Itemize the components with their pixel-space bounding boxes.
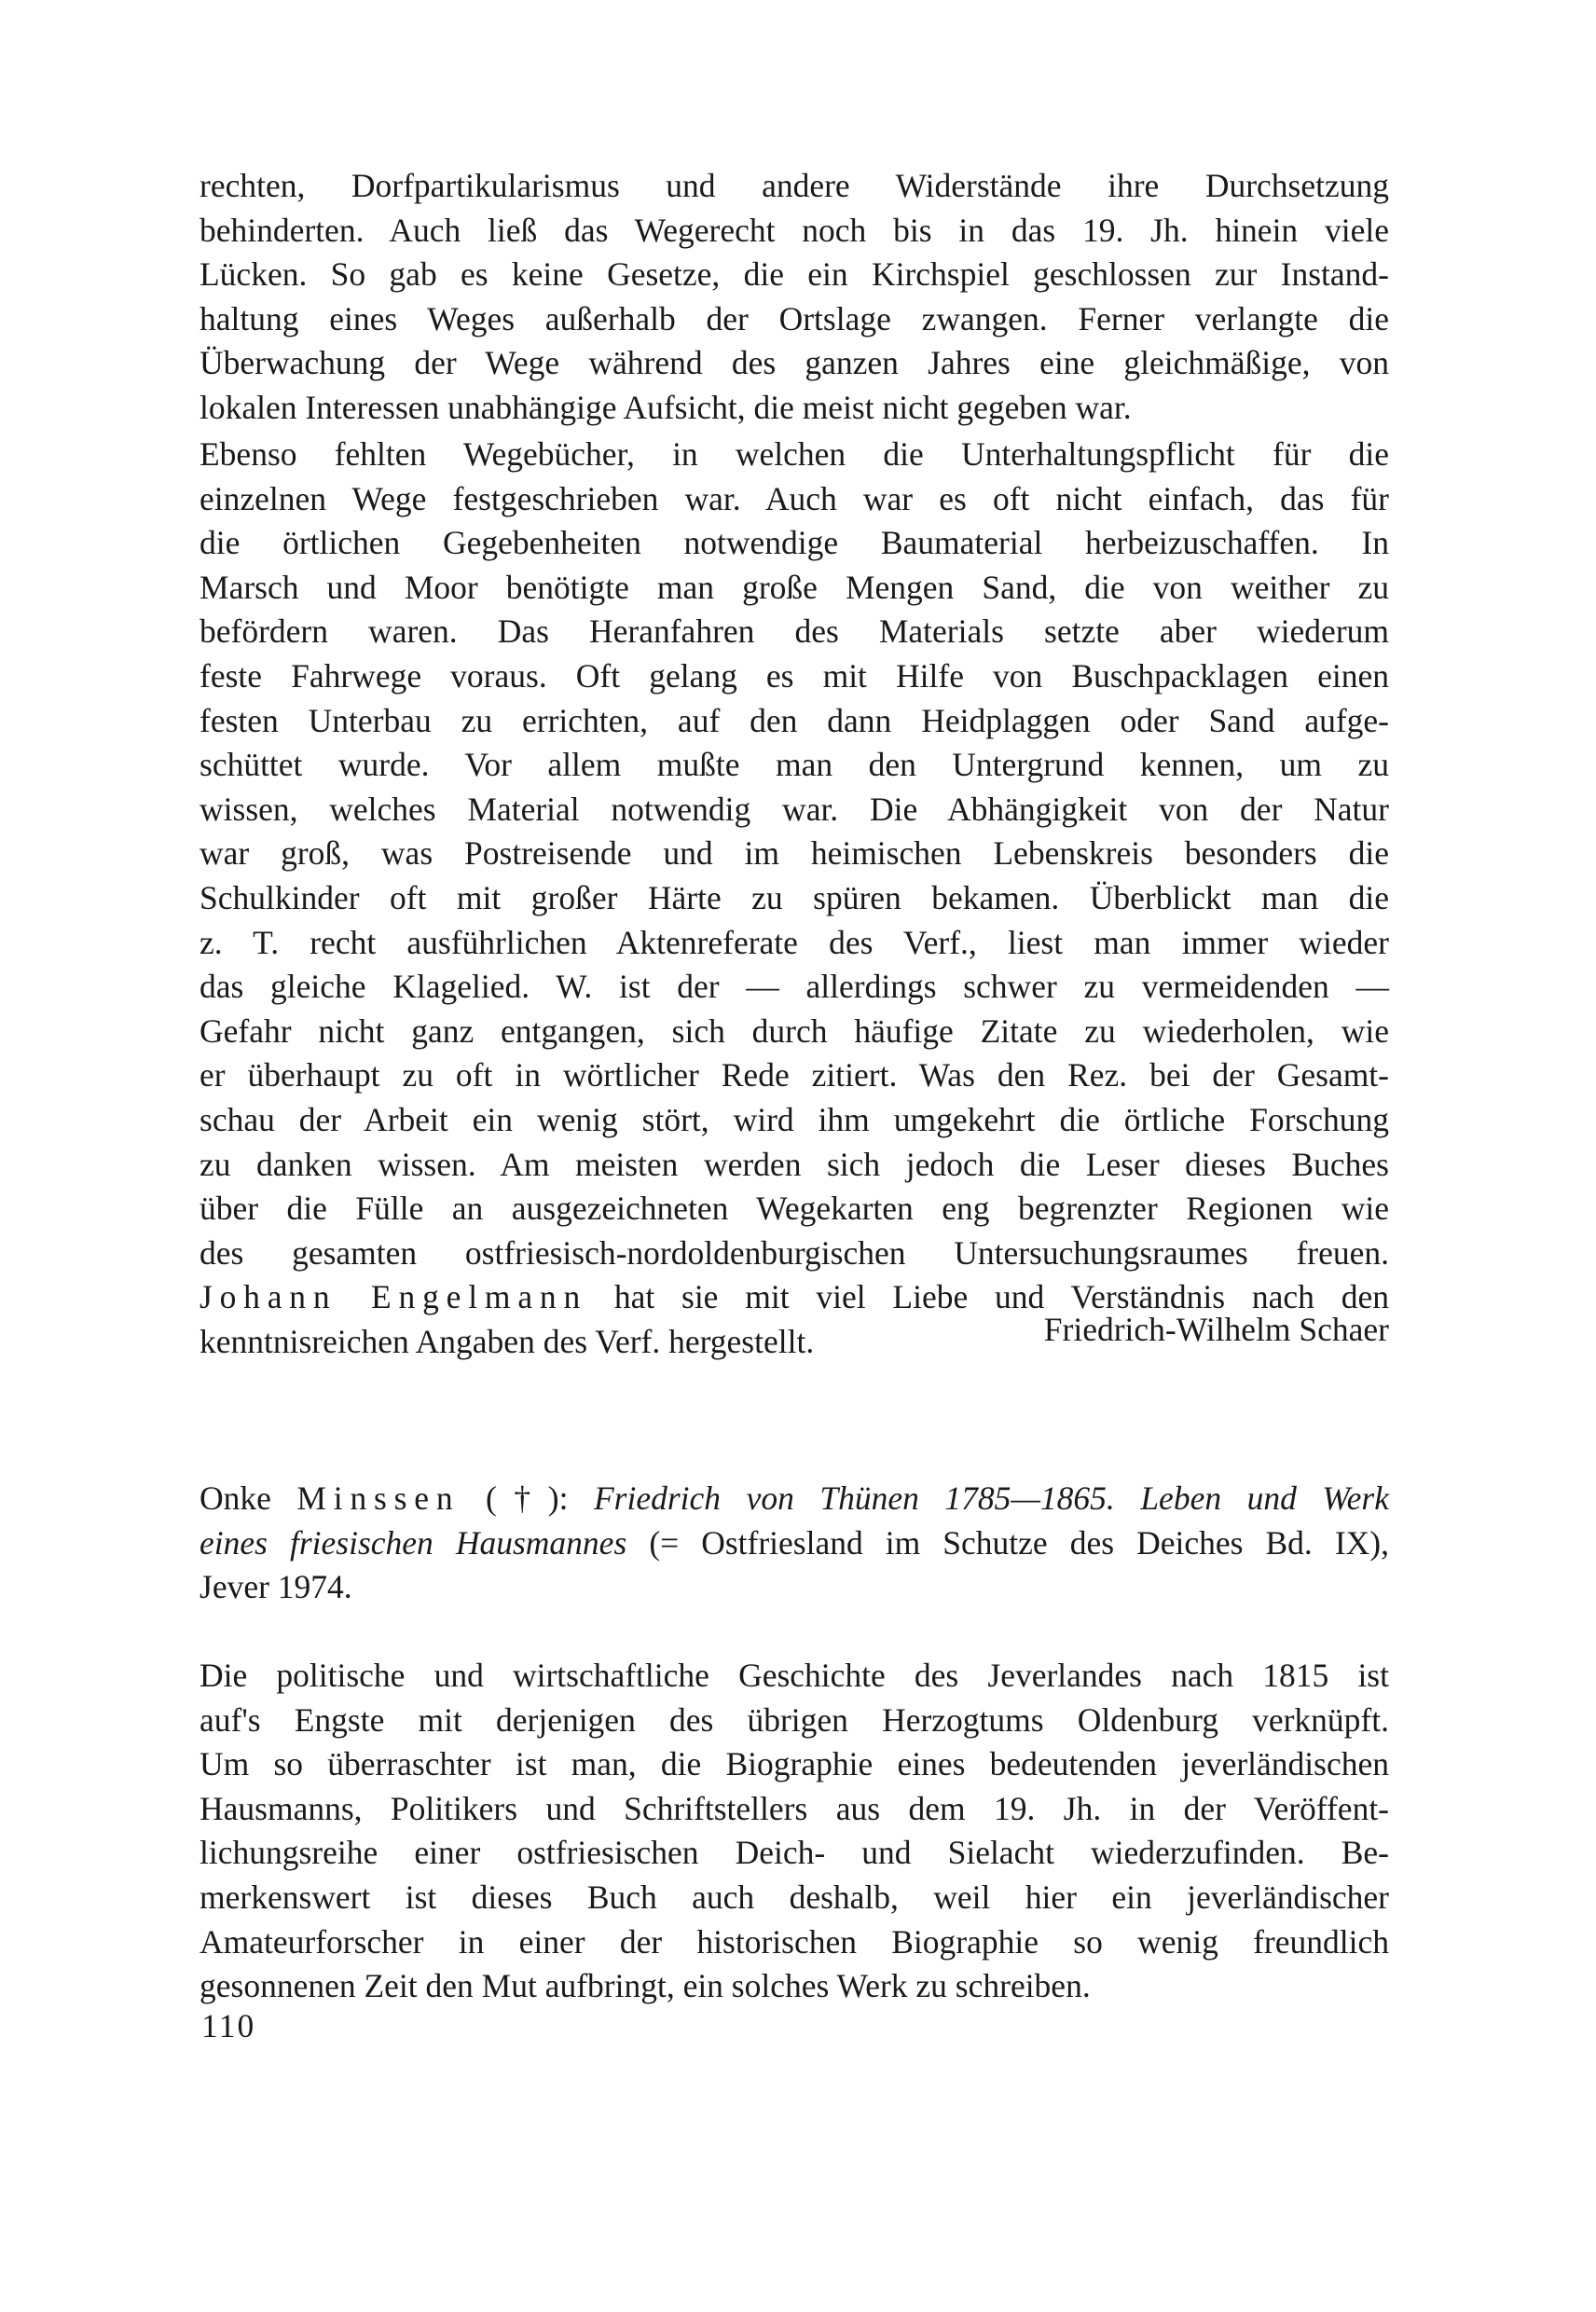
text-line: Amateurforscher in einer der historischen Biographie so wenig freundlich — [200, 1922, 1389, 1961]
text-line: schau der Arbeit ein wenig stört, wird ihm umgekehrt die örtliche Forschung — [200, 1100, 1389, 1138]
text-line: haltung eines Weges außerhalb der Ortslage zwangen. Ferner verlangte die — [200, 299, 1389, 337]
reviewer-signature: Friedrich-Wilhelm Schaer — [1043, 1311, 1389, 1348]
text-line: Hausmanns, Politikers und Schriftstellers aus dem 19. Jh. in der Veröffent- — [200, 1789, 1389, 1827]
text-line: befördern waren. Das Heranfahren des Materials setzte aber wiederum — [200, 612, 1389, 651]
text-line: Ebenso fehlten Wegebücher, in welchen die Unterhaltungspflicht für die — [200, 435, 1389, 473]
author-suffix: (†): — [460, 1479, 594, 1517]
paragraph-2 — [200, 433, 1389, 1364]
text-line: des gesamten ostfriesisch-nordoldenburgischen Untersuchungsraumes freuen. — [200, 1233, 1389, 1272]
paragraph-3 — [200, 1654, 1389, 2009]
author-last-name: Minssen — [296, 1479, 461, 1517]
text-line: festen Unterbau zu errichten, auf den dann Heidplaggen oder Sand aufge- — [200, 701, 1389, 739]
text-line: lokalen Interessen unabhängige Aufsicht, die meist nicht gegeben war. — [200, 388, 1132, 426]
text-line: Schulkinder oft mit großer Härte zu spüren bekamen. Überblickt man die — [200, 878, 1389, 916]
text-line: lichungsreihe einer ostfriesischen Deich- und Sielacht wiederzufinden. Be- — [200, 1834, 1389, 1872]
text-line: merkenswert ist dieses Buch auch deshalb, weil hier ein jeverländischer — [200, 1878, 1389, 1916]
text-line: wissen, welches Material notwendig war. Die Abhängigkeit von der Natur — [200, 790, 1389, 828]
text-line: Marsch und Moor benötigte man große Mengen Sand, die von weither zu — [200, 568, 1389, 606]
text-line: Um so überraschter ist man, die Biographie eines bedeutenden jeverländischen — [200, 1745, 1389, 1783]
text-line: rechten, Dorfpartikularismus und andere Widerstände ihre Durchsetzung — [200, 167, 1389, 204]
book-subtitle: eines friesischen Hausmannes — [200, 1523, 627, 1562]
series-info: (= Ostfriesland im Schutze des Deiches Bd. IX), — [626, 1523, 1389, 1562]
text-line: z. T. recht ausführlichen Aktenreferate des Verf., liest man immer wieder — [200, 923, 1389, 961]
author-first-name: Onke — [200, 1479, 271, 1517]
text-line: er überhaupt zu oft in wörtlicher Rede zitiert. Was den Rez. bei der Gesamt- — [200, 1056, 1389, 1094]
illustrator-name: Johann Engelmann — [200, 1278, 588, 1316]
text-line: Überwachung der Wege während des ganzen Jahres eine gleichmäßige, von — [200, 344, 1389, 382]
text-line: feste Fahrwege voraus. Oft gelang es mit Hilfe von Buschpacklagen einen — [200, 656, 1389, 695]
text-line: behinderten. Auch ließ das Wegerecht noch bis in das 19. Jh. hinein viele — [200, 211, 1389, 249]
text-line: über die Fülle an ausgezeichneten Wegekarten eng begrenzter Regionen wie — [200, 1190, 1389, 1228]
text-fragment: hat sie mit viel Liebe und Verständnis nach den — [587, 1278, 1389, 1316]
book-title: Friedrich von Thünen 1785—1865. Leben und Werk — [594, 1479, 1389, 1517]
text-line: das gleiche Klagelied. W. ist der — allerdings schwer zu vermeidenden — — [200, 968, 1389, 1006]
text-line: die örtlichen Gegebenheiten notwendige Baumaterial herbeizuschaffen. In — [200, 524, 1389, 562]
citation-line — [200, 1477, 1389, 1521]
text-line: gesonnenen Zeit den Mut aufbringt, ein solches Werk zu schreiben. — [200, 1967, 1091, 2005]
text-line: Die politische und wirtschaftliche Geschichte des Jeverlandes nach 1815 ist — [200, 1657, 1389, 1694]
text-line: auf's Engste mit derjenigen des übrigen Herzogtums Oldenburg verknüpft. — [200, 1700, 1389, 1739]
text-line: kenntnisreichen Angaben des Verf. hergestellt. — [200, 1322, 815, 1360]
text-line: einzelnen Wege festgeschrieben war. Auch war es oft nicht einfach, das für — [200, 479, 1389, 517]
text-line: war groß, was Postreisende und im heimischen Lebenskreis besonders die — [200, 834, 1389, 873]
citation-line — [200, 1521, 1389, 1566]
text-line: zu danken wissen. Am meisten werden sich jedoch die Leser dieses Buches — [200, 1145, 1389, 1183]
text-line: Gefahr nicht ganz entgangen, sich durch häufige Zitate zu wiederholen, wie — [200, 1012, 1389, 1050]
text-line: Lücken. So gab es keine Gesetze, die ein Kirchspiel geschlossen zur Instand- — [200, 255, 1389, 294]
book-citation — [200, 1477, 1389, 1610]
page-number: 110 — [201, 2007, 256, 2044]
citation-line: Jever 1974. — [200, 1568, 352, 1606]
paragraph-1 — [200, 164, 1389, 431]
text-line: schüttet wurde. Vor allem mußte man den Untergrund kennen, um zu — [200, 746, 1389, 784]
